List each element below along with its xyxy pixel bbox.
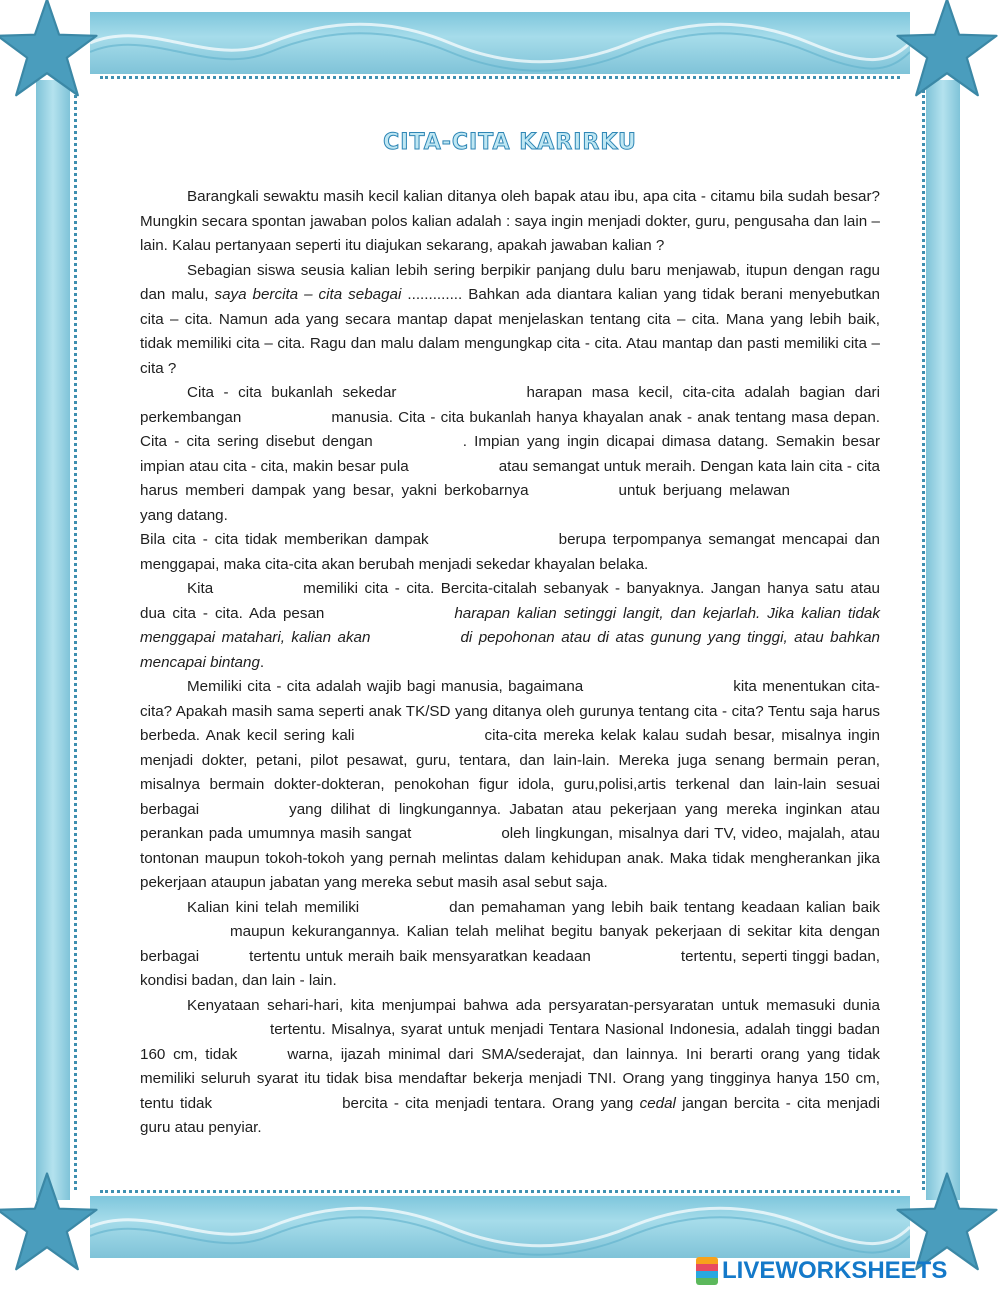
paragraph xyxy=(140,675,880,896)
text-segment: tertentu. Misalnya, syarat untuk menjadi Tentara Nasional Indonesia, adalah tinggi badan 160 cm, tidak xyxy=(140,1021,880,1063)
paragraph xyxy=(140,528,880,577)
text-segment: oleh lingkungan, misalnya dari TV, video, majalah, atau tontonan maupun tokoh-tokoh yang pernah melintas dalam kehidupan anak. Maka tidak mengherankan jika pekerjaan ataupun jabatan yang mereka sebut masih asal sebut saja. xyxy=(140,825,880,891)
text-segment: dan pemahaman yang lebih baik tentang keadaan kalian baik xyxy=(449,898,880,916)
logo-text: LIVEWORKSHEETS xyxy=(722,1257,948,1284)
frame-top-border xyxy=(90,12,910,74)
text-segment: kita menentukan cita-cita? Apakah masih sama seperti anak TK/SD yang ditanya oleh gurunya tentang cita - cita? Tentu saja harus berbeda. Anak kecil sering kali xyxy=(140,678,880,744)
text-segment: . Impian yang ingin dicapai dimasa datang. Semakin besar impian atau cita - cita, makin besar pula xyxy=(140,433,881,475)
text-segment: Kita xyxy=(187,580,214,597)
text-segment: ............. Bahkan ada diantara kalian yang tidak berani menyebutkan cita – cita. Namun ada yang secara mantap dapat menjelaskan tentang cita – cita. Mana yang lebih baik, tidak memiliki cita – cita. Ragu dan malu dalam mengungkap cita - cita. Atau mantap dan pasti memiliki cita – cita ? xyxy=(140,286,881,377)
frame-bottom-border xyxy=(90,1196,910,1258)
paragraph xyxy=(140,896,880,994)
text-segment: jangan bercita - cita menjadi guru atau penyiar. xyxy=(140,1094,880,1136)
text-segment: cedal xyxy=(639,1094,676,1112)
text-segment: . xyxy=(259,653,265,671)
wave-ornament xyxy=(90,1196,910,1258)
dotted-line xyxy=(100,76,900,79)
text-segment: Sebagian siswa seusia kalian lebih sering berpikir panjang dulu baru menjawab, itupun dengan ragu dan malu, xyxy=(140,261,880,303)
text-segment: Cita - cita bukanlah sekedar xyxy=(187,384,397,401)
text-segment: Kenyataan sehari-hari, kita menjumpai bahwa ada persyaratan-persyaratan untuk memasuki dunia xyxy=(187,996,880,1014)
text-segment: Kalian kini telah memiliki xyxy=(187,898,360,916)
frame-right-border xyxy=(926,80,960,1200)
paragraph xyxy=(140,259,880,382)
text-segment: untuk berjuang melawan xyxy=(618,482,791,499)
paragraph xyxy=(140,994,880,1141)
page-title: CITA-CITA KARIRKU xyxy=(383,130,637,155)
dotted-line xyxy=(100,1190,900,1193)
text-segment: bercita - cita menjadi tentara. Orang yang xyxy=(342,1094,640,1112)
text-segment: Memiliki cita - cita adalah wajib bagi manusia, bagaimana xyxy=(187,678,584,695)
star-icon xyxy=(0,1168,102,1278)
text-segment: Bila cita - cita tidak memberikan dampak xyxy=(140,531,429,548)
logo-badge-icon xyxy=(696,1257,718,1285)
text-segment: atau semangat untuk meraih. Dengan kata lain cita - cita harus memberi dampak yang besar, yakni berkobarnya xyxy=(140,457,880,499)
paragraph xyxy=(140,185,880,259)
wave-ornament xyxy=(90,12,910,74)
text-segment: memiliki cita - cita. Bercita-citalah sebanyak - banyaknya. Jangan hanya satu atau dua cita - cita. Ada pesan xyxy=(140,580,880,622)
dotted-line xyxy=(922,90,925,1190)
text-segment: di pepohonan atau di atas gunung yang tinggi, atau bahkan mencapai bintang xyxy=(140,629,881,671)
text-segment: saya bercita – cita sebagai xyxy=(214,286,402,303)
text-segment: tertentu untuk meraih baik mensyaratkan keadaan xyxy=(249,947,591,965)
text-segment: harapan kalian setinggi langit, dan kejarlah. Jika kalian tidak menggapai matahari, kalian akan xyxy=(140,604,880,646)
text-segment: yang datang. xyxy=(140,506,228,524)
star-icon xyxy=(0,0,102,104)
text-segment: yang dilihat di lingkungannya. Jabatan atau pekerjaan yang mereka inginkan atau perankan pada umumnya masih sangat xyxy=(140,800,880,842)
text-segment: cita-cita mereka kelak kalau sudah besar, misalnya ingin menjadi dokter, petani, pilot pesawat, guru, tentara, dan lain-lain. Mereka juga senang bermain peran, misalnya bermain dokter-dokteran, penokohan figur idola, guru,polisi,artis terkenal dan lain-lain sesuai berbagai xyxy=(140,727,880,818)
text-segment: harapan masa kecil, cita-cita adalah bagian dari perkembangan xyxy=(140,384,880,426)
text-segment: manusia. Cita - cita bukanlah hanya khayalan anak - anak tentang masa depan. Cita - cita sering disebut dengan xyxy=(140,408,880,450)
paragraph xyxy=(140,381,880,528)
liveworksheets-logo xyxy=(696,1256,947,1286)
star-icon xyxy=(892,0,1000,104)
paragraph xyxy=(140,577,880,675)
text-segment: maupun kekurangannya. Kalian telah melihat begitu banyak pekerjaan di sekitar kita dengan berbagai xyxy=(140,923,880,965)
frame-left-border xyxy=(36,80,70,1200)
dotted-line xyxy=(74,90,77,1190)
text-segment: tertentu, seperti tinggi badan, kondisi badan, dan lain - lain. xyxy=(140,947,880,989)
text-segment: warna, ijazah minimal dari SMA/sederajat, dan lainnya. Ini berarti orang yang tidak memiliki seluruh syarat itu tidak bisa mendaftar bekerja menjadi TNI. Orang yang tingginya hanya 150 cm, tentu tidak xyxy=(140,1045,880,1112)
text-segment: berupa terpompanya semangat mencapai dan menggapai, maka cita-cita akan berubah menjadi sekedar khayalan belaka. xyxy=(140,531,880,573)
article-body xyxy=(140,185,880,1141)
text-segment: Barangkali sewaktu masih kecil kalian ditanya oleh bapak atau ibu, apa cita - citamu bila sudah besar? Mungkin secara spontan jawaban polos kalian adalah : saya ingin menjadi dokter, guru, pengusaha dan lain – lain. Kalau pertanyaan seperti itu diajukan sekarang, apakah jawaban kalian ? xyxy=(140,188,880,254)
